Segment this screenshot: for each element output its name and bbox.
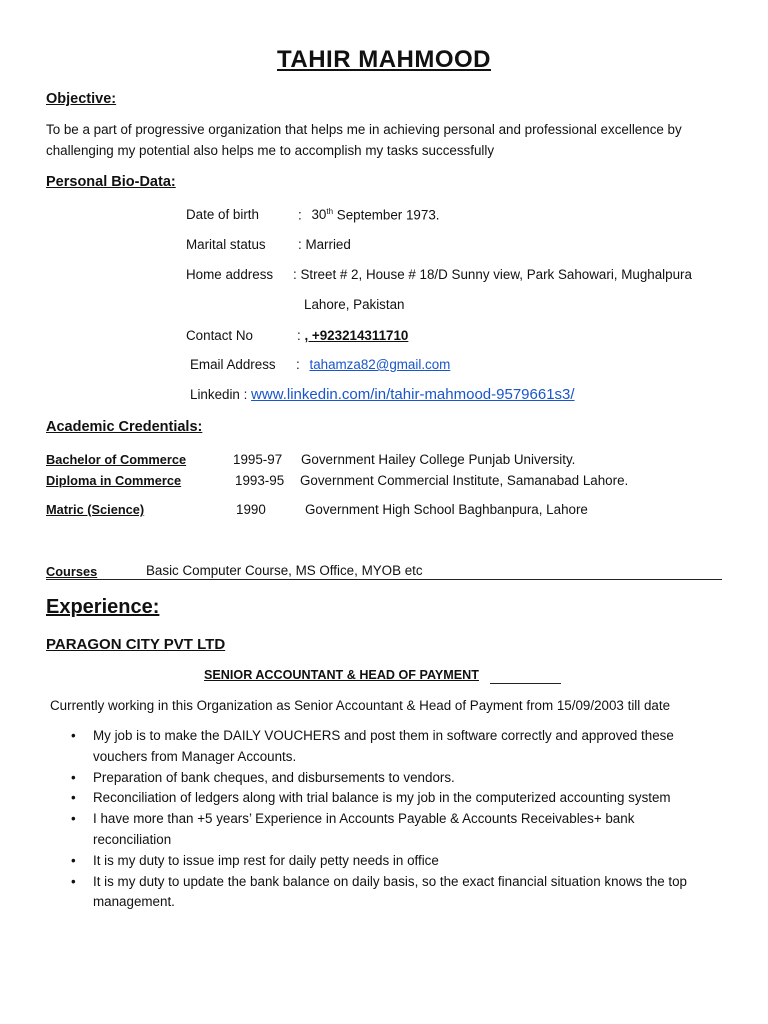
marital-value: : Married — [298, 237, 351, 252]
dob-value — [298, 207, 440, 222]
email-label: Email Address — [190, 357, 276, 372]
contact-separator: : — [297, 328, 301, 343]
company-name: PARAGON CITY PVT LTD — [46, 636, 226, 653]
contact-number: , +923214311710 — [304, 328, 409, 343]
list-item: • It is my duty to issue imp rest for daily petty needs in office — [93, 851, 763, 872]
degree-bcom: Bachelor of Commerce — [46, 452, 187, 467]
contact-value — [297, 328, 408, 343]
bio-heading: Personal Bio-Data: — [46, 174, 176, 190]
email-link[interactable]: tahamza82@gmail.com — [309, 357, 451, 372]
degree-matric: Matric (Science) — [46, 502, 145, 517]
job-title: SENIOR ACCOUNTANT & HEAD OF PAYMENT — [204, 668, 479, 682]
degree-dcom: Diploma in Commerce — [46, 473, 182, 488]
linkedin-label: Linkedin : — [190, 387, 252, 402]
academic-heading: Academic Credentials: — [46, 419, 203, 435]
list-item: • It is my duty to update the bank balance on daily basis, so the exact financial situation knows the top management. — [93, 872, 713, 914]
dob-separator: : — [298, 207, 302, 223]
linkedin-row — [190, 386, 575, 403]
list-item: • Preparation of bank cheques, and disbursements to vendors. — [93, 768, 763, 789]
resume-name: TAHIR MAHMOOD — [276, 46, 492, 73]
objective-line-2: challenging my potential also helps me to accomplish my tasks successfully — [46, 143, 495, 158]
list-item: • My job is to make the DAILY VOUCHERS and post them in software correctly and approved these vouchers from Manager Accounts. — [93, 726, 713, 768]
address-line-2: Lahore, Pakistan — [304, 297, 405, 312]
job-title-rule — [490, 683, 561, 684]
email-value — [296, 357, 450, 372]
institute-dcom: Government Commercial Institute, Samanabad Lahore. — [300, 473, 629, 488]
contact-label: Contact No — [186, 328, 253, 343]
list-item: • I have more than +5 years’ Experience in Accounts Payable & Accounts Receivables+ bank reconciliation — [93, 809, 673, 851]
objective-line-1: To be a part of progressive organization that helps me in achieving personal and professional excellence by — [46, 122, 682, 137]
linkedin-link[interactable]: www.linkedin.com/in/tahir-mahmood-9579661s3/ — [251, 386, 575, 403]
responsibilities-list — [46, 726, 763, 913]
email-separator: : — [296, 357, 300, 372]
years-dcom: 1993-95 — [235, 473, 285, 488]
dob-month-year: September 1973. — [333, 207, 440, 223]
dob-day-suffix: th — [326, 207, 334, 216]
institute-bcom: Government Hailey College Punjab University. — [301, 452, 576, 467]
list-item: • Reconciliation of ledgers along with trial balance is my job in the computerized accounting system — [93, 788, 763, 809]
years-matric: 1990 — [236, 502, 266, 517]
objective-heading: Objective: — [46, 91, 117, 107]
address-label: Home address — [186, 267, 274, 282]
institute-matric: Government High School Baghbanpura, Lahore — [305, 502, 588, 517]
experience-heading: Experience: — [46, 596, 160, 618]
dob-day: 30 — [311, 207, 327, 223]
experience-summary: Currently working in this Organization as Senior Accountant & Head of Payment from 15/09/2003 till date — [50, 698, 671, 713]
courses-value: Basic Computer Course, MS Office, MYOB etc — [146, 563, 423, 578]
courses-rule — [46, 579, 722, 580]
years-bcom: 1995-97 — [233, 452, 283, 467]
dob-label: Date of birth — [186, 207, 259, 222]
courses-label: Courses — [46, 564, 98, 579]
marital-label: Marital status — [186, 237, 266, 252]
address-line-1: : Street # 2, House # 18/D Sunny view, Park Sahowari, Mughalpura — [293, 267, 692, 282]
